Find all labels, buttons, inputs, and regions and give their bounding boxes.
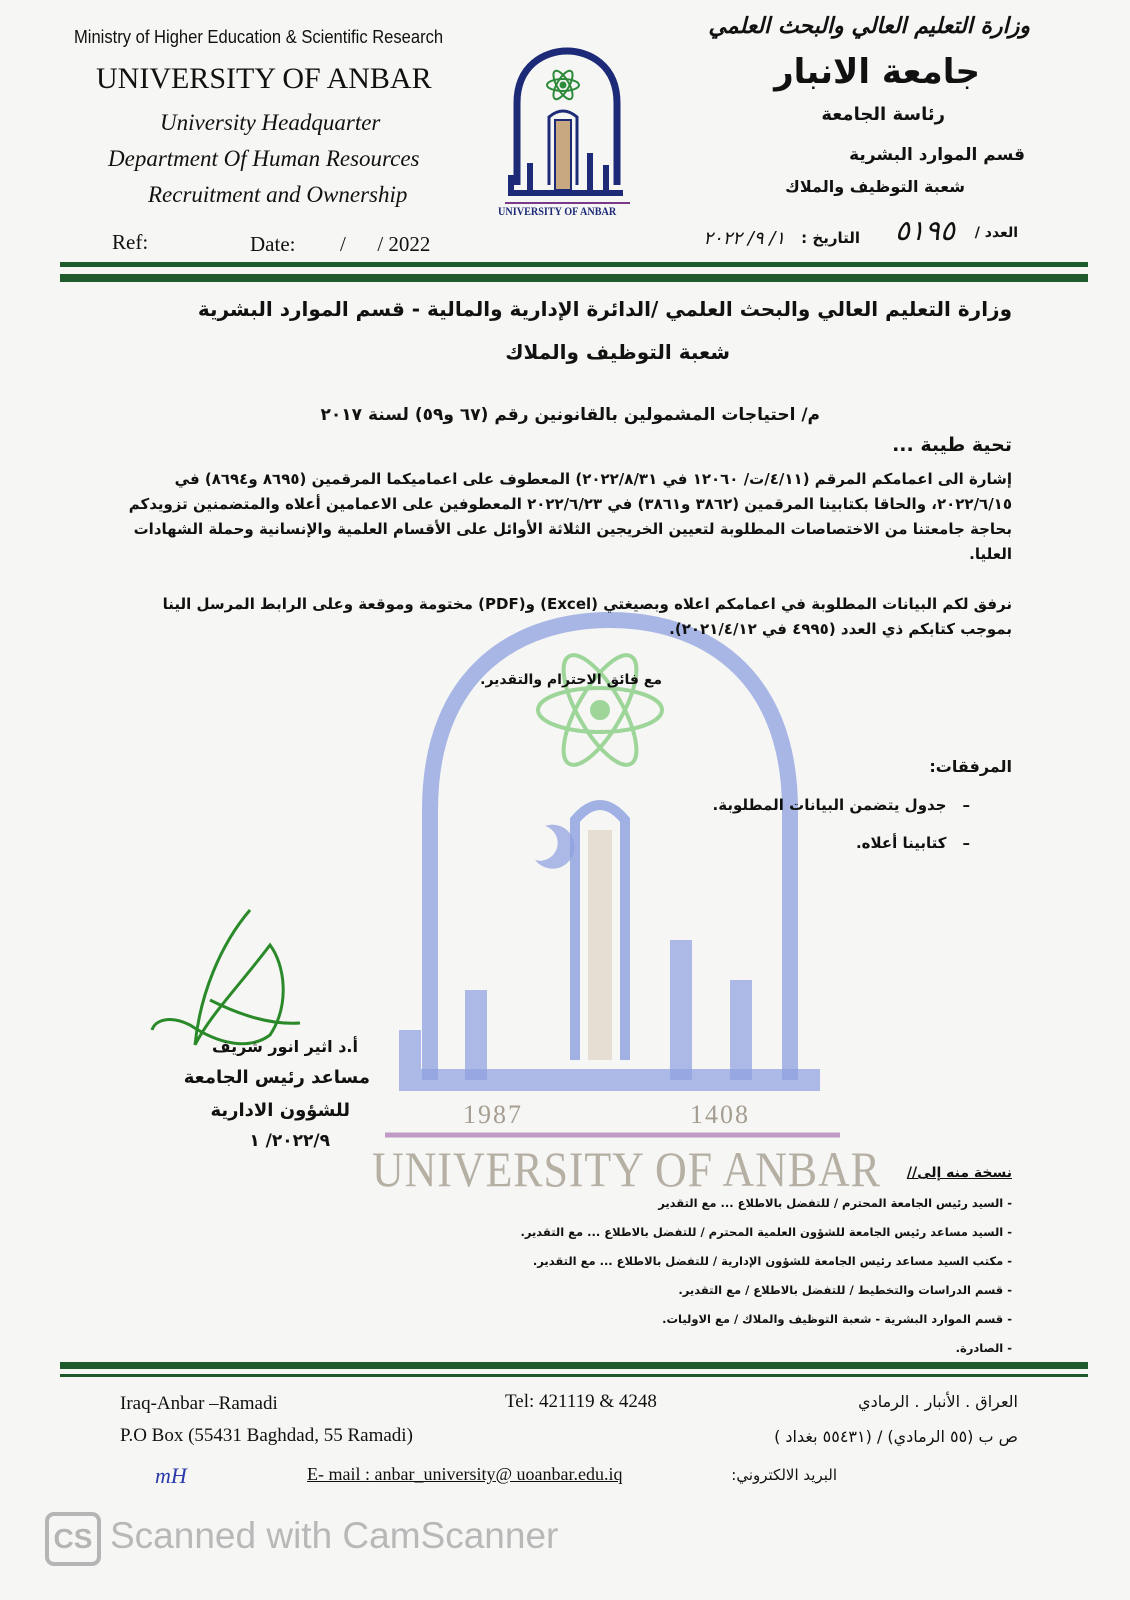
headquarter-en: University Headquarter (160, 110, 381, 135)
section-en: Recruitment and Ownership (148, 182, 408, 207)
footer-tel: Tel: 421119 & 4248 (505, 1391, 657, 1412)
date-label: Date: (250, 232, 296, 256)
number-value-ar: ٥١٩٥ (894, 214, 955, 247)
footer-email-line (307, 1464, 623, 1485)
header-divider-thin (60, 274, 1088, 282)
university-logo (505, 45, 630, 225)
cc-item: - السيد مساعد رئيس الجامعة للشؤون العلمية المحترم / للتفضل بالاطلاع ... مع التقدير. (520, 1225, 1012, 1239)
ref-label: Ref: (112, 230, 149, 254)
date-value-ar: ١/ ٩/ ٢٠٢٢ (703, 228, 785, 249)
logo-caption: UNIVERSITY OF ANBAR (498, 204, 617, 218)
recipient-line1: وزارة التعليم العالي والبحث العلمي /الدائرة الإدارية والمالية - قسم الموارد البشرية (197, 297, 1012, 321)
footer-pobox-en: P.O Box (55431 Baghdad, 55 Ramadi) (120, 1425, 413, 1446)
signatory-name: أ.د اثير انور شريف (212, 1037, 358, 1056)
subject: م/ احتياجات المشمولين بالقانونين رقم (٦٧ و٥٩) لسنة ٢٠١٧ (320, 405, 820, 425)
department-ar: قسم الموارد البشرية (849, 145, 1025, 165)
attachments-title: المرفقات: (929, 757, 1012, 776)
header-divider (60, 262, 1088, 267)
watermark-year-left: 1987 (463, 1100, 523, 1129)
cc-title: نسخة منه إلى// (906, 1165, 1012, 1181)
department-en: Department Of Human Resources (108, 146, 420, 171)
footer-address-en: Iraq-Anbar –Ramadi (120, 1393, 278, 1414)
camscanner-logo: CS (45, 1512, 101, 1566)
greeting: تحية طيبة ... (892, 434, 1012, 456)
footer-divider-thin (60, 1374, 1088, 1377)
cc-item: - الصادرة. (955, 1341, 1012, 1355)
body-paragraph-2: نرفق لكم البيانات المطلوبة في اعمامكم اعلاه وبصيغتي (Excel) و(PDF) مختومة وموقعة وعلى الرابط المرسل الينا بموجب كتابكم ذي العدد (٤٩٩٥ في ٢٠٢١/٤/١٢). (162, 595, 1012, 638)
email-link[interactable]: anbar_university@ uoanbar.edu.iq (374, 1464, 623, 1484)
attachment-item: –كتابينا أعلاه. (855, 834, 970, 852)
watermark-logo (370, 560, 850, 1220)
body-paragraph-1: إشارة الى اعمامكم المرقم (٤/١١/ت/ ١٢٠٦٠ في ٢٠٢٢/٨/٣١) المعطوف على اعماميكما المرقمين (٨٦٩٥ و٨٦٩٤) في ٢٠٢٢/٦/١٥، والحاقا بكتابينا المرقمين (٣٨٦٢ و٣٨٦١) في ٢٠٢٢/٦/٢٣ المعطوفين على الاعمامين أعلاه والمتضمنين تزويدكم بحاجة جامعتنا من الاختصاصات المطلوبة لتعيين الخريجين الثلاثة الأوائل على الأقسام العلمية والإنسانية وحملة الشهادات العليا. (128, 470, 1012, 563)
ministry-ar: وزارة التعليم العالي والبحث العلمي (708, 14, 1030, 39)
signatory-title1: مساعد رئيس الجامعة (183, 1067, 370, 1088)
signatory-title2: للشؤون الادارية (210, 1100, 350, 1121)
cc-item: - السيد رئيس الجامعة المحترم / للتفضل بالاطلاع ... مع التقدير (658, 1196, 1012, 1210)
university-name-en: UNIVERSITY OF ANBAR (96, 62, 432, 95)
watermark-year-right: 1408 (690, 1100, 750, 1129)
email-label-en: E- mail : (307, 1464, 370, 1484)
bullet-dash: – (962, 796, 970, 814)
bullet-dash: – (962, 834, 970, 852)
cc-item: - قسم الدراسات والتخطيط / للتفضل بالاطلاع / مع التقدير. (678, 1283, 1012, 1297)
university-name-ar: جامعة الانبار (774, 52, 980, 92)
recipient-line2: شعبة التوظيف والملاك (505, 340, 730, 364)
presidency-ar: رئاسة الجامعة (821, 104, 945, 125)
section-ar: شعبة التوظيف والملاك (785, 177, 965, 196)
footer-address-ar: العراق . الأنبار . الرمادي (858, 1392, 1018, 1411)
closing: مع فائق الاحترام والتقدير. (480, 672, 662, 688)
number-label-ar: العدد / (974, 225, 1018, 241)
signatory-date: ٢٠٢٢/٩/ ١ (249, 1131, 330, 1151)
email-label-ar: البريد الالكتروني: (731, 1466, 837, 1484)
cc-item: - قسم الموارد البشرية - شعبة التوظيف والملاك / مع الاوليات. (662, 1312, 1012, 1326)
footer-pobox-ar: ص ب (٥٥ الرمادي) / (٥٥٤٣١ بغداد ) (774, 1427, 1018, 1446)
cc-item: - مكتب السيد مساعد رئيس الجامعة للشؤون الإدارية / للتفضل بالاطلاع ... مع التقدير. (532, 1254, 1012, 1268)
ministry-en: Ministry of Higher Education & Scientific Research (74, 27, 444, 47)
watermark-university-name: UNIVERSITY OF ANBAR (372, 1141, 881, 1197)
camscanner-text: Scanned with CamScanner (110, 1515, 559, 1556)
date-label-ar: التاريخ : (801, 229, 860, 247)
attachment-item: –جدول يتضمن البيانات المطلوبة. (712, 796, 970, 814)
footer-initials: mH (155, 1463, 187, 1488)
footer-divider (60, 1362, 1088, 1369)
date-value-en: / / 2022 (340, 232, 431, 256)
